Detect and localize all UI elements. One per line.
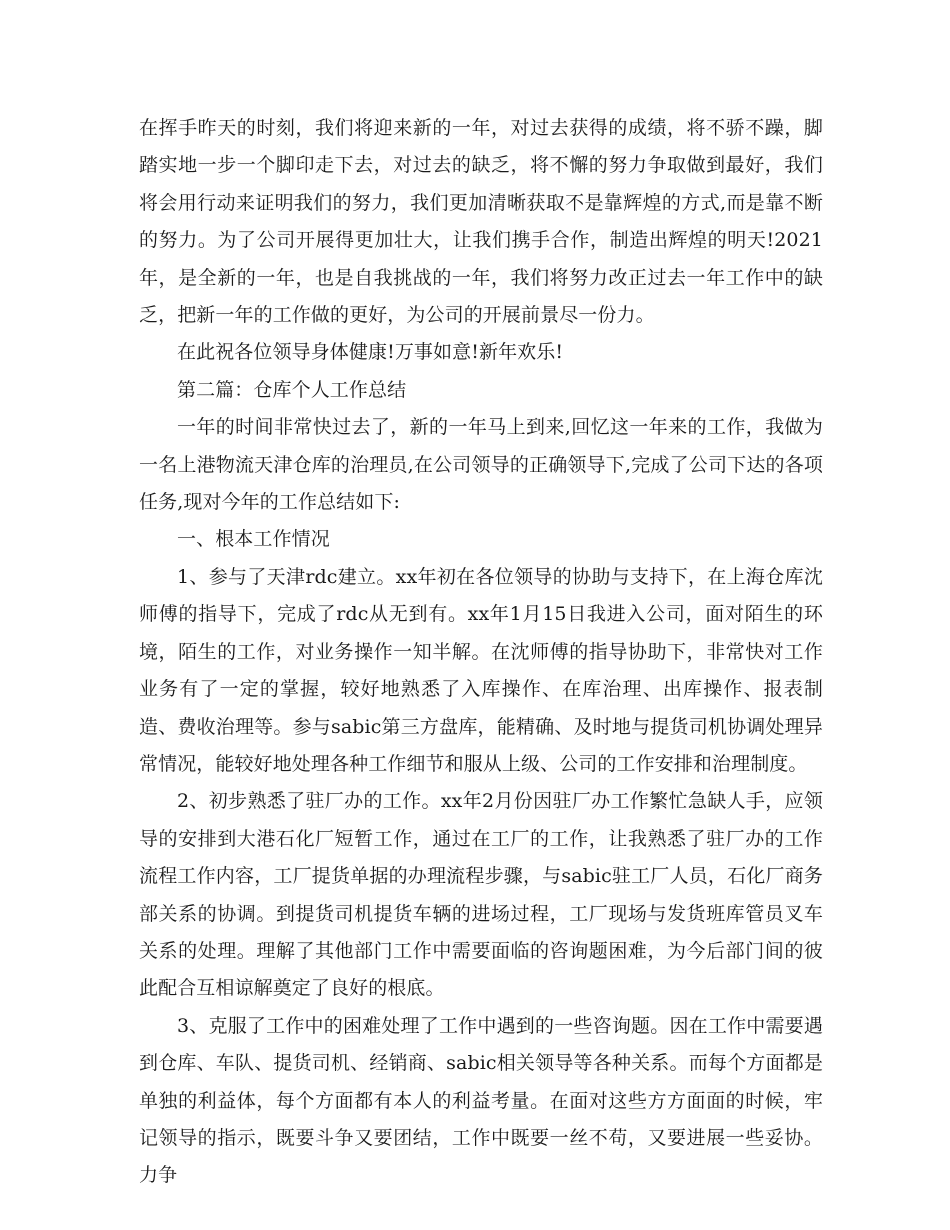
paragraph-item-2: 2、初步熟悉了驻厂办的工作。xx年2月份因驻厂办工作繁忙急缺人手，应领导的安排到大港石化厂短暂工作，通过在工厂的工作，让我熟悉了驻厂办的工作流程工作内容，工厂提货单据的办理流程步骤，与sabic驻工厂人员，石化厂商务部关系的协调。到提货司机提货车辆的进场过程，工厂现场与发货班库管员叉车关系的处理。理解了其他部门工作中需要面临的咨询题困难，为今后部门间的彼此配合互相谅解奠定了良好的根底。: [139, 790, 823, 1000]
paragraph-item-1: 1、参与了天津rdc建立。xx年初在各位领导的协助与支持下，在上海仓库沈师傅的指导下，完成了rdc从无到有。xx年1月15日我进入公司，面对陌生的环境，陌生的工作，对业务操作一知半解。在沈师傅的指导协助下，非常快对工作业务有了一定的掌握，较好地熟悉了入库操作、在库治理、出库操作、报表制造、费收治理等。参与sabic第三方盘库，能精确、及时地与提货司机协调处理异常情况，能较好地处理各种工作细节和服从上级、公司的工作安排和治理制度。: [139, 565, 823, 775]
paragraph-new-year-wishes: 在此祝各位领导身体健康!万事如意!新年欢乐!: [177, 341, 564, 364]
paragraph-intro: 一年的时间非常快过去了，新的一年马上到来,回忆这一年来的工作，我做为一名上港物流天津仓库的治理员,在公司领导的正确领导下,完成了公司下达的各项任务,现对今年的工作总结如下:: [139, 416, 823, 514]
paragraph-closing-summary: 在挥手昨天的时刻，我们将迎来新的一年，对过去获得的成绩，将不骄不躁，脚踏实地一步一个脚印走下去，对过去的缺乏，将不懈的努力争取做到最好，我们将会用行动来证明我们的努力，我们更加清晰获取不是靠辉煌的方式,而是靠不断的努力。为了公司开展得更加壮大，让我们携手合作，制造出辉煌的明天!2021年，是全新的一年，也是自我挑战的一年，我们将努力改正过去一年工作中的缺乏，把新一年的工作做的更好，为公司的开展前景尽一份力。: [139, 117, 823, 327]
subheading-basic-work: 一、根本工作情况: [177, 528, 330, 551]
paragraph-item-3: 3、克服了工作中的困难处理了工作中遇到的一些咨询题。因在工作中需要遇到仓库、车队、提货司机、经销商、sabic相关领导等各种关系。而每个方面都是单独的利益体，每个方面都有本人的利益考量。在面对这些方方面面的时候，牢记领导的指示，既要斗争又要团结，工作中既要一丝不苟，又要进展一些妥协。力争: [139, 1014, 823, 1187]
document-body: [139, 110, 823, 1195]
section-heading-part-two: 第二篇：仓库个人工作总结: [177, 378, 407, 401]
